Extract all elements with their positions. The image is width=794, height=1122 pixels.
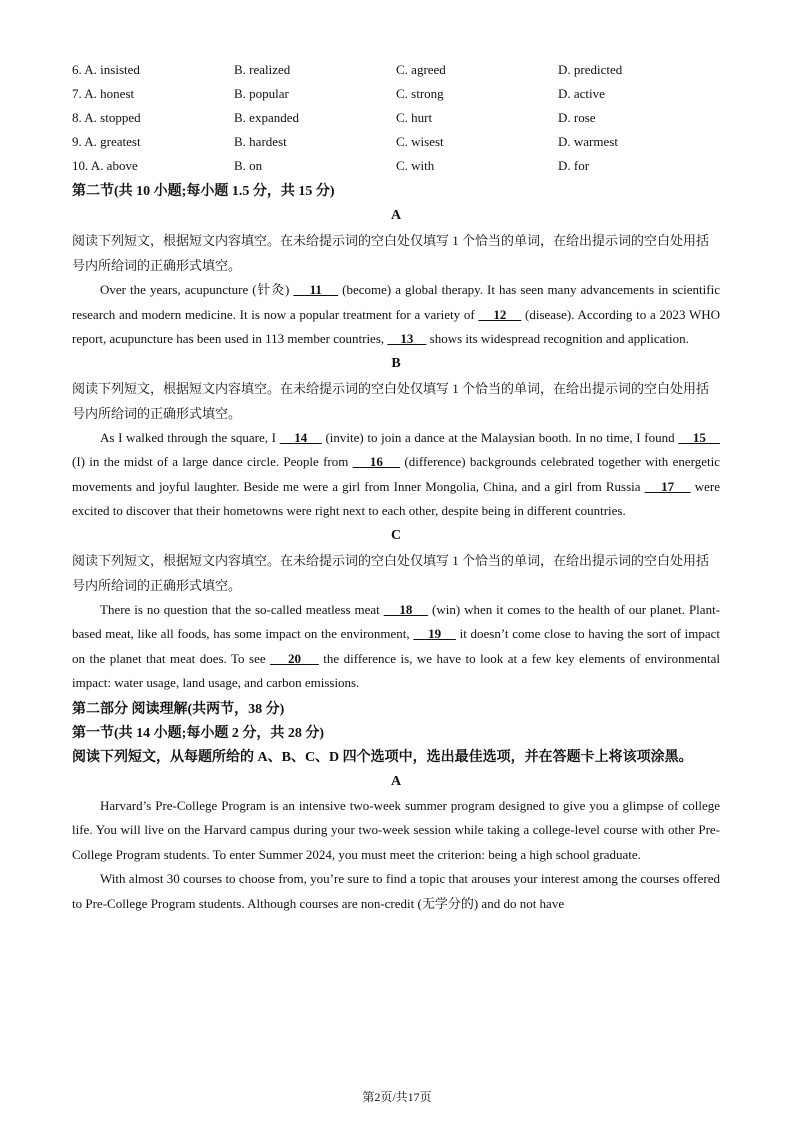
reading-a-paragraph-1: Harvard’s Pre-College Program is an intensive two-week summer program designed to give you a glimpse of college life. You will live on the Harvard campus during your two-week session while taking a college-level course with other Pre-College Program students. To enter Summer 2024, you must meet the criterion: being a high school graduate. bbox=[72, 797, 720, 862]
option-a: 10. A. above bbox=[72, 158, 138, 173]
passage-a-letter: A bbox=[390, 208, 402, 223]
part2-section1-heading: 第一节(共 14 小题;每小题 2 分，共 28 分) bbox=[72, 725, 324, 741]
blank-16: 16 bbox=[352, 454, 401, 469]
fill-in-instruction: 阅读下列短文，根据短文内容填空。在未给提示词的空白处仅填写 1 个恰当的单词，在给出提示词的空白处用括号内所给词的正确形式填空。 bbox=[72, 233, 710, 273]
option-d: D. active bbox=[558, 86, 605, 101]
passage-b-letter: B bbox=[391, 355, 401, 371]
text-run: There is no question that the so-called meatless meat bbox=[100, 601, 384, 617]
text-run: the difference is, we have to look at a few key elements of environmental impact: water usage, land usage, and carbon emissions. bbox=[72, 650, 721, 690]
option-row-6 bbox=[72, 58, 720, 82]
text-run: Over the years, acupuncture (针灸) bbox=[100, 282, 294, 297]
option-d: D. warmest bbox=[558, 134, 618, 149]
blank-19: 19 bbox=[413, 626, 456, 641]
option-b: B. expanded bbox=[234, 110, 299, 125]
option-b: B. realized bbox=[234, 62, 291, 77]
reading-a-paragraph-2: With almost 30 courses to choose from, you’re sure to find a topic that arouses your interest among the courses offered to Pre-College Program students. Although courses are non-credit (无学分的) and do not have bbox=[72, 871, 720, 911]
option-d: D. for bbox=[558, 158, 590, 173]
option-a: 9. A. greatest bbox=[72, 134, 141, 149]
option-c: C. strong bbox=[396, 86, 444, 101]
fill-in-instruction: 阅读下列短文，根据短文内容填空。在未给提示词的空白处仅填写 1 个恰当的单词，在给出提示词的空白处用括号内所给词的正确形式填空。 bbox=[72, 552, 710, 593]
option-row-9 bbox=[72, 130, 720, 154]
option-b: B. popular bbox=[234, 86, 289, 101]
section2-heading: 第二节(共 10 小题;每小题 1.5 分，共 15 分) bbox=[72, 184, 335, 199]
text-run: (invite) to join a dance at the Malaysian booth. In no time, I found bbox=[321, 429, 679, 445]
text-run: were excited to discover that their hometowns were right next to each other, despite being in different countries. bbox=[72, 478, 720, 518]
option-row-7 bbox=[72, 82, 720, 106]
passage-a-text bbox=[72, 278, 720, 352]
blank-13: 13 bbox=[387, 331, 427, 346]
option-a: 7. A. honest bbox=[72, 86, 135, 101]
blank-17: 17 bbox=[644, 478, 691, 494]
option-d: D. predicted bbox=[558, 62, 623, 77]
text-run: it doesn’t come close to having the sort of impact on the planet that meat does. To see bbox=[72, 626, 721, 666]
option-a: 8. A. stopped bbox=[72, 110, 141, 125]
page-number-footer: 第2页/共17页 bbox=[362, 1090, 432, 1104]
options-block bbox=[72, 58, 720, 178]
reading-instruction: 阅读下列短文，从每题所给的 A、B、C、D 四个选项中，选出最佳选项，并在答题卡上将该项涂黑。 bbox=[72, 749, 693, 765]
text-run: (disease). According to a 2023 WHO report, acupuncture has been used in 113 member countries, bbox=[72, 306, 721, 346]
text-run: (win) when it comes to the health of our planet. Plant-based meat, like all foods, has some impact on the environment, bbox=[72, 601, 721, 641]
passage-b-text bbox=[72, 426, 720, 524]
option-c: C. wisest bbox=[396, 134, 444, 149]
option-d: D. rose bbox=[558, 110, 596, 125]
option-a: 6. A. insisted bbox=[72, 62, 140, 77]
fill-in-instruction: 阅读下列短文，根据短文内容填空。在未给提示词的空白处仅填写 1 个恰当的单词，在给出提示词的空白处用括号内所给词的正确形式填空。 bbox=[72, 380, 710, 421]
option-row-8 bbox=[72, 106, 720, 130]
option-row-10 bbox=[72, 154, 720, 178]
text-run: (difference) backgrounds celebrated together with energetic movements and joyful laughter. Beside me were a girl from Inner Mongolia, China, and a girl from Russia bbox=[72, 454, 720, 494]
option-c: C. with bbox=[396, 158, 435, 173]
passage-c-text bbox=[72, 598, 720, 696]
text-run: As I walked through the square, I bbox=[100, 429, 280, 445]
blank-20: 20 bbox=[270, 650, 319, 666]
blank-12: 12 bbox=[478, 306, 522, 322]
option-c: C. agreed bbox=[396, 62, 446, 77]
blank-18: 18 bbox=[383, 601, 429, 617]
blank-15: 15 bbox=[678, 429, 721, 445]
option-b: B. on bbox=[234, 158, 263, 173]
text-run: shows its widespread recognition and application. bbox=[426, 331, 689, 346]
blank-14: 14 bbox=[279, 429, 322, 445]
part2-heading: 第二部分 阅读理解(共两节，38 分) bbox=[72, 701, 285, 717]
passage-c-letter: C bbox=[390, 527, 402, 543]
option-b: B. hardest bbox=[234, 134, 287, 149]
option-c: C. hurt bbox=[396, 110, 433, 125]
text-run: (I) in the midst of a large dance circle. People from bbox=[72, 454, 353, 469]
blank-11: 11 bbox=[293, 282, 339, 297]
reading-a-letter: A bbox=[390, 773, 402, 789]
document-page bbox=[72, 58, 720, 916]
text-run: (become) a global therapy. It has seen many advancements in scientific research and modern medicine. It is now a popular treatment for a variety of bbox=[72, 282, 720, 322]
